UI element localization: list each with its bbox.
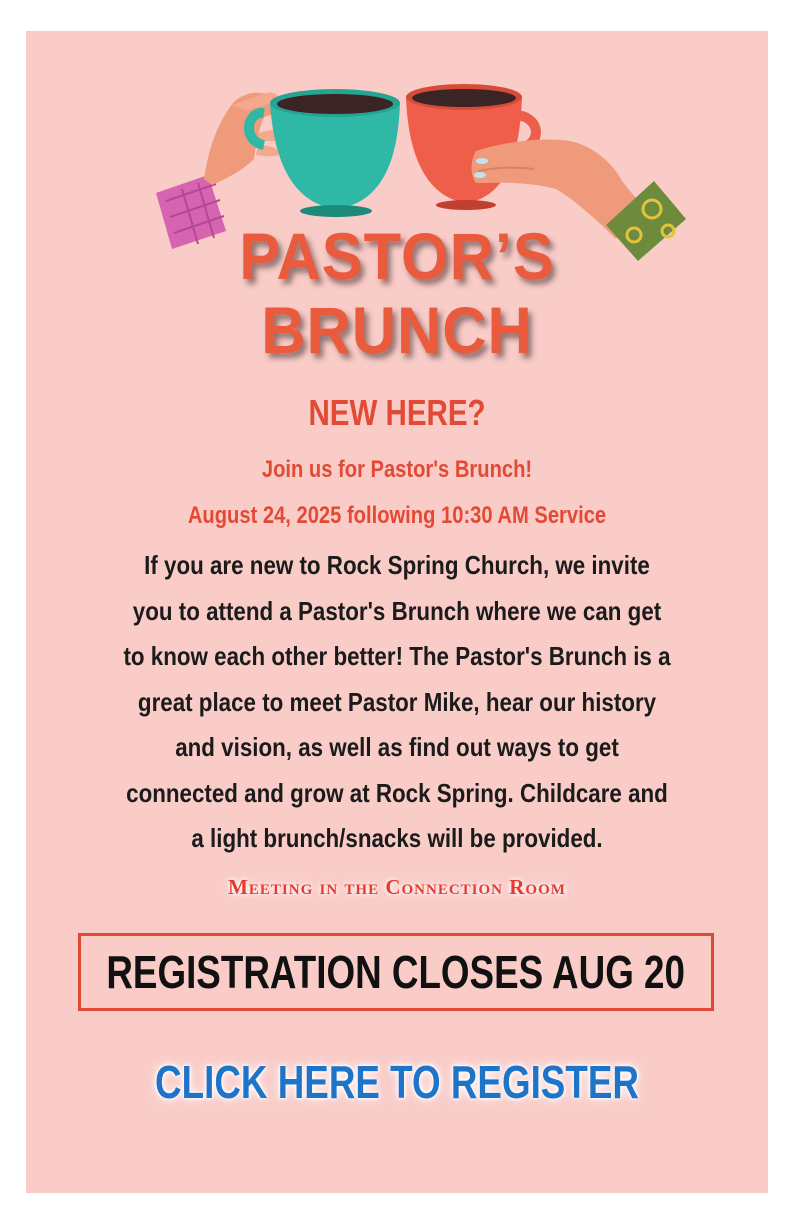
- registration-notice-box: [78, 933, 714, 1011]
- meeting-location: Meeting in the Connection Room: [228, 875, 566, 899]
- join-line: Join us for Pastor's Brunch!: [261, 456, 533, 483]
- description-line: great place to meet Pastor Mike, hear our history: [137, 686, 657, 717]
- new-here-heading: NEW HERE?: [308, 392, 486, 433]
- description-line: to know each other better! The Pastor's Brunch is a: [123, 641, 671, 671]
- description-line: If you are new to Rock Spring Church, we invite: [144, 550, 650, 580]
- flyer-card: [26, 31, 768, 1193]
- description-line: and vision, as well as find out ways to get: [175, 732, 619, 762]
- description-line: you to attend a Pastor's Brunch where we can get: [132, 595, 662, 626]
- date-line: August 24, 2025 following 10:30 AM Service: [187, 502, 607, 529]
- registration-notice: REGISTRATION CLOSES AUG 20: [106, 946, 686, 998]
- register-link[interactable]: CLICK HERE TO REGISTER: [155, 1056, 639, 1108]
- title-line-2: BRUNCH: [261, 293, 533, 367]
- description-text: [52, 543, 742, 862]
- description-line: a light brunch/snacks will be provided.: [191, 823, 603, 853]
- title-line-1: PASTOR’S: [239, 219, 555, 293]
- description-line: connected and grow at Rock Spring. Childcare and: [126, 777, 668, 808]
